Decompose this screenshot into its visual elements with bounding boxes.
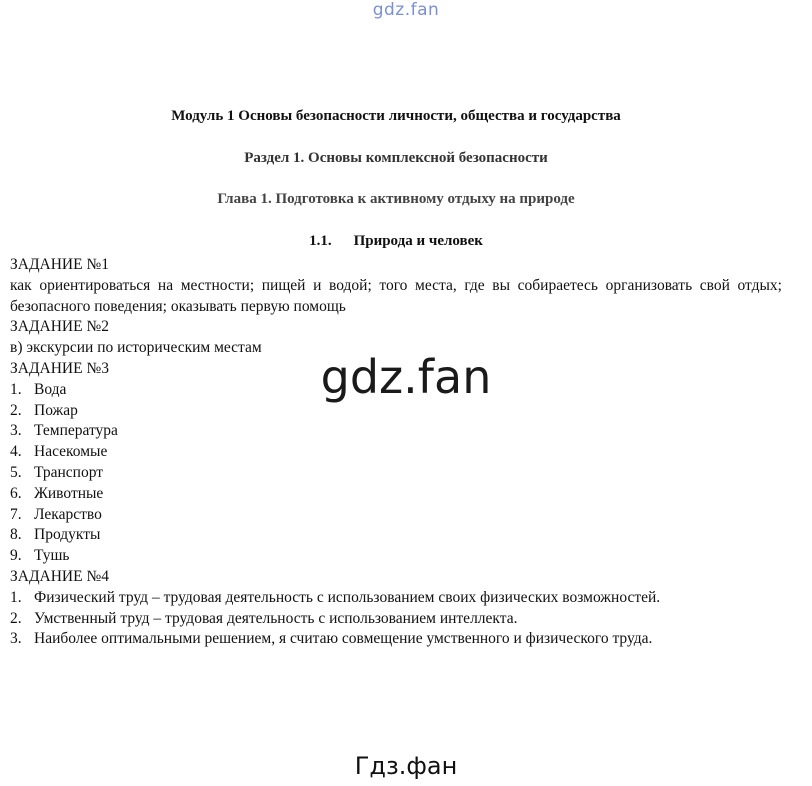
list-item-number: 4. <box>10 443 22 461</box>
topic-number: 1.1. <box>309 233 332 249</box>
list-item-text: Продукты <box>34 526 101 544</box>
task-3-title: ЗАДАНИЕ №3 <box>10 359 109 377</box>
module-heading: Модуль 1 Основы безопасности личности, общества и государства <box>171 108 621 124</box>
topic-heading <box>0 233 792 250</box>
watermark-bottom: Гдз.фан <box>354 752 458 780</box>
list-item <box>10 463 782 484</box>
list-item-text: Температура <box>34 422 118 440</box>
task-2-answer: в) экскурсии по историческим местам <box>10 339 262 357</box>
task-3-list <box>10 380 782 567</box>
list-item-number: 5. <box>10 463 22 481</box>
task-1-answer: как ориентироваться на местности; пищей и водой; того места, где вы собираетесь организовать свой отдых; безопасного поведения; оказывать первую помощь <box>10 276 782 315</box>
list-item-text: Пожар <box>34 401 78 419</box>
list-item <box>10 484 782 505</box>
list-item-number: 1. <box>10 380 22 398</box>
list-item <box>10 505 782 526</box>
chapter-heading: Глава 1. Подготовка к активному отдыху на природе <box>217 191 575 207</box>
list-item-number: 2. <box>10 401 22 419</box>
task-2-title: ЗАДАНИЕ №2 <box>10 318 109 336</box>
answers-content <box>10 255 782 650</box>
list-item-text: Вода <box>34 380 67 398</box>
list-item <box>10 421 782 442</box>
list-item <box>10 525 782 546</box>
section-heading: Раздел 1. Основы комплексной безопасности <box>244 150 548 166</box>
task-4-list <box>10 588 782 650</box>
list-item <box>10 442 782 463</box>
list-item-text: Транспорт <box>34 463 104 481</box>
list-item-number: 8. <box>10 526 22 544</box>
list-item-number: 7. <box>10 505 22 523</box>
list-item-text: Насекомые <box>34 443 108 461</box>
list-item-number: 2. <box>10 609 22 627</box>
watermark-top: gdz.fan <box>372 0 440 20</box>
task-1-title: ЗАДАНИЕ №1 <box>10 256 109 273</box>
list-item-text: Лекарство <box>34 505 102 523</box>
topic-title: Природа и человек <box>353 233 483 249</box>
list-item-number: 3. <box>10 630 22 648</box>
task-4-title: ЗАДАНИЕ №4 <box>10 567 109 585</box>
list-item-text: Тушь <box>34 547 70 565</box>
list-item-number: 9. <box>10 547 22 565</box>
list-item-text: Физический труд – трудовая деятельность с использованием своих физических возможностей. <box>34 588 661 606</box>
list-item-text: Умственный труд – трудовая деятельность с использованием интеллекта. <box>34 609 518 627</box>
list-item-number: 6. <box>10 484 22 502</box>
list-item-number: 1. <box>10 588 22 606</box>
list-item <box>10 629 782 650</box>
list-item-text: Наиболее оптимальными решением, я считаю совмещение умственного и физического труда. <box>34 630 653 648</box>
list-item-number: 3. <box>10 422 22 440</box>
watermark-center: gdz.fan <box>320 350 492 404</box>
list-item <box>10 546 782 567</box>
list-item <box>10 588 782 609</box>
list-item <box>10 609 782 630</box>
list-item-text: Животные <box>34 484 104 502</box>
